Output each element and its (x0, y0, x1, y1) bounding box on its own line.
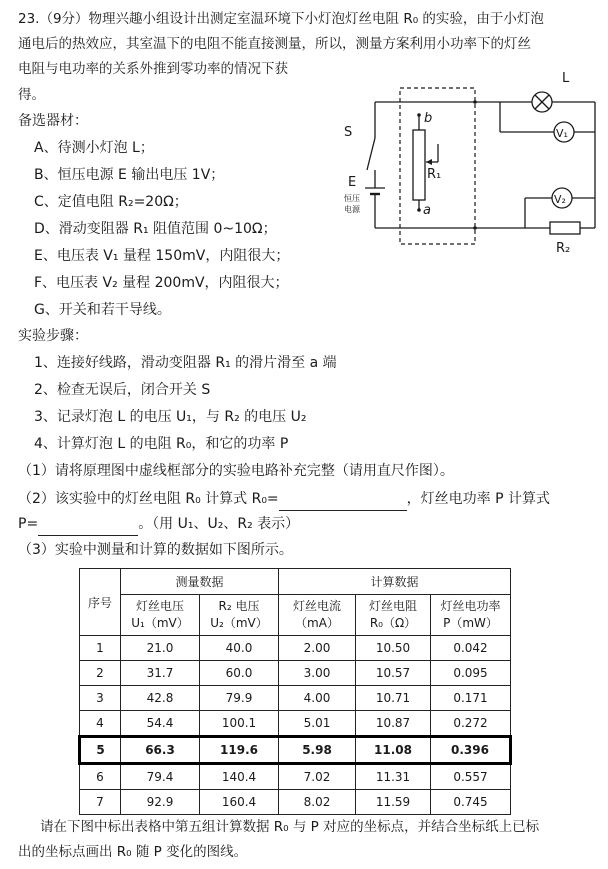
label-r1: R₁ (427, 167, 442, 182)
col-current-header: 灯丝电流 （mA） (279, 595, 356, 636)
label-s: S (344, 125, 353, 140)
label-source-2: 电源 (344, 205, 360, 214)
circuit-diagram (330, 70, 600, 260)
label-l: L (562, 71, 570, 86)
sub-question-2-text-d: 。（用 U₁、U₂、R₂ 表示） (138, 516, 300, 532)
equipment-item-f: F、电压表 V₂ 量程 200mV，内阻很大； (34, 275, 289, 291)
footer-line-2: 出的坐标点画出 R₀ 随 P 变化的图线。 (18, 844, 248, 860)
label-v2: V₂ (554, 193, 566, 206)
question-intro-line-3: 电阻与电功率的关系外推到零功率的情况下获 (18, 61, 288, 77)
sub-question-2-text-a: （2）该实验中的灯丝电阻 R₀ 计算式 R₀= (18, 491, 279, 507)
r0-answer-blank[interactable] (279, 492, 407, 511)
col-power-header: 灯丝电功率 P（mW） (431, 595, 511, 636)
col-u2-header: R₂ 电压 U₂（mV） (200, 595, 279, 636)
sub-question-2-text-b: ，灯丝电功率 P 计算式 (406, 491, 551, 507)
table-row: 3 42.8 79.9 4.00 10.71 0.171 (80, 686, 511, 711)
label-source-1: 恒压 (344, 194, 360, 203)
steps-heading: 实验步骤： (18, 328, 88, 344)
rheostat-r1-body (413, 130, 425, 200)
table-row: 6 79.4 140.4 7.02 11.31 0.557 (80, 764, 511, 790)
label-e: E (348, 175, 357, 190)
table-row-highlighted: 5 66.3 119.6 5.98 11.08 0.396 (80, 737, 511, 764)
question-intro-line-1: 23.（9分）物理兴趣小组设计出测定室温环境下小灯泡灯丝电阻 R₀ 的实验，由于小灯泡 (18, 11, 544, 27)
step-1: 1、连接好线路，滑动变阻器 R₁ 的滑片滑至 a 端 (34, 355, 337, 371)
step-3: 3、记录灯泡 L 的电压 U₁，与 R₂ 的电压 U₂ (34, 409, 307, 425)
table-row: 1 21.0 40.0 2.00 10.50 0.042 (80, 636, 511, 661)
measured-group-header: 测量数据 (121, 569, 279, 595)
equipment-item-d: D、滑动变阻器 R₁ 阻值范围 0~10Ω； (34, 221, 277, 237)
switch-s-blade (367, 138, 375, 170)
table-row: 2 31.7 60.0 3.00 10.57 0.095 (80, 661, 511, 686)
question-intro-line-2: 通电后的热效应，其室温下的电阻不能直接测量，所以，测量方案利用小功率下的灯丝 (18, 36, 531, 52)
sub-question-2-line-2 (18, 515, 299, 536)
col-u1-header: 灯丝电压 U₁（mV） (121, 595, 200, 636)
dashed-box (400, 88, 475, 244)
label-a: a (423, 203, 431, 218)
label-b: b (424, 111, 433, 126)
equipment-item-e: E、电压表 V₁ 量程 150mV，内阻很大； (34, 248, 290, 264)
resistor-r2-icon (550, 222, 580, 234)
col-index-header: 序号 (80, 569, 121, 636)
equipment-item-b: B、恒压电源 E 输出电压 1V； (34, 167, 225, 183)
equipment-item-a: A、待测小灯泡 L； (34, 140, 154, 156)
sub-question-1: （1）请将原理图中虚线框部分的实验电路补充完整（请用直尺作图）。 (18, 463, 454, 479)
calculated-group-header: 计算数据 (279, 569, 511, 595)
equipment-item-c: C、定值电阻 R₂=20Ω； (34, 194, 188, 210)
p-answer-blank[interactable] (38, 517, 138, 536)
table-row: 7 92.9 160.4 8.02 11.59 0.745 (80, 790, 511, 815)
table-row: 4 54.4 100.1 5.01 10.87 0.272 (80, 711, 511, 737)
equipment-heading: 备选器材： (18, 113, 88, 129)
footer-line-1: 请在下图中标出表格中第五组计算数据 R₀ 与 P 对应的坐标点，并结合坐标纸上已标 (40, 819, 540, 835)
sub-question-3: （3）实验中测量和计算的数据如下图所示。 (18, 542, 293, 558)
step-4: 4、计算灯泡 L 的电阻 R₀，和它的功率 P (34, 436, 289, 452)
step-2: 2、检查无误后，闭合开关 S (34, 382, 211, 398)
label-v1: V₁ (556, 127, 568, 140)
col-resistance-header: 灯丝电阻 R₀（Ω） (356, 595, 431, 636)
question-intro-line-4: 得。 (18, 87, 45, 103)
data-table (78, 568, 512, 815)
sub-question-2-line-1 (18, 490, 550, 511)
sub-question-2-text-c: P= (18, 516, 39, 532)
label-r2: R₂ (556, 241, 571, 256)
equipment-item-g: G、开关和若干导线。 (34, 302, 171, 318)
